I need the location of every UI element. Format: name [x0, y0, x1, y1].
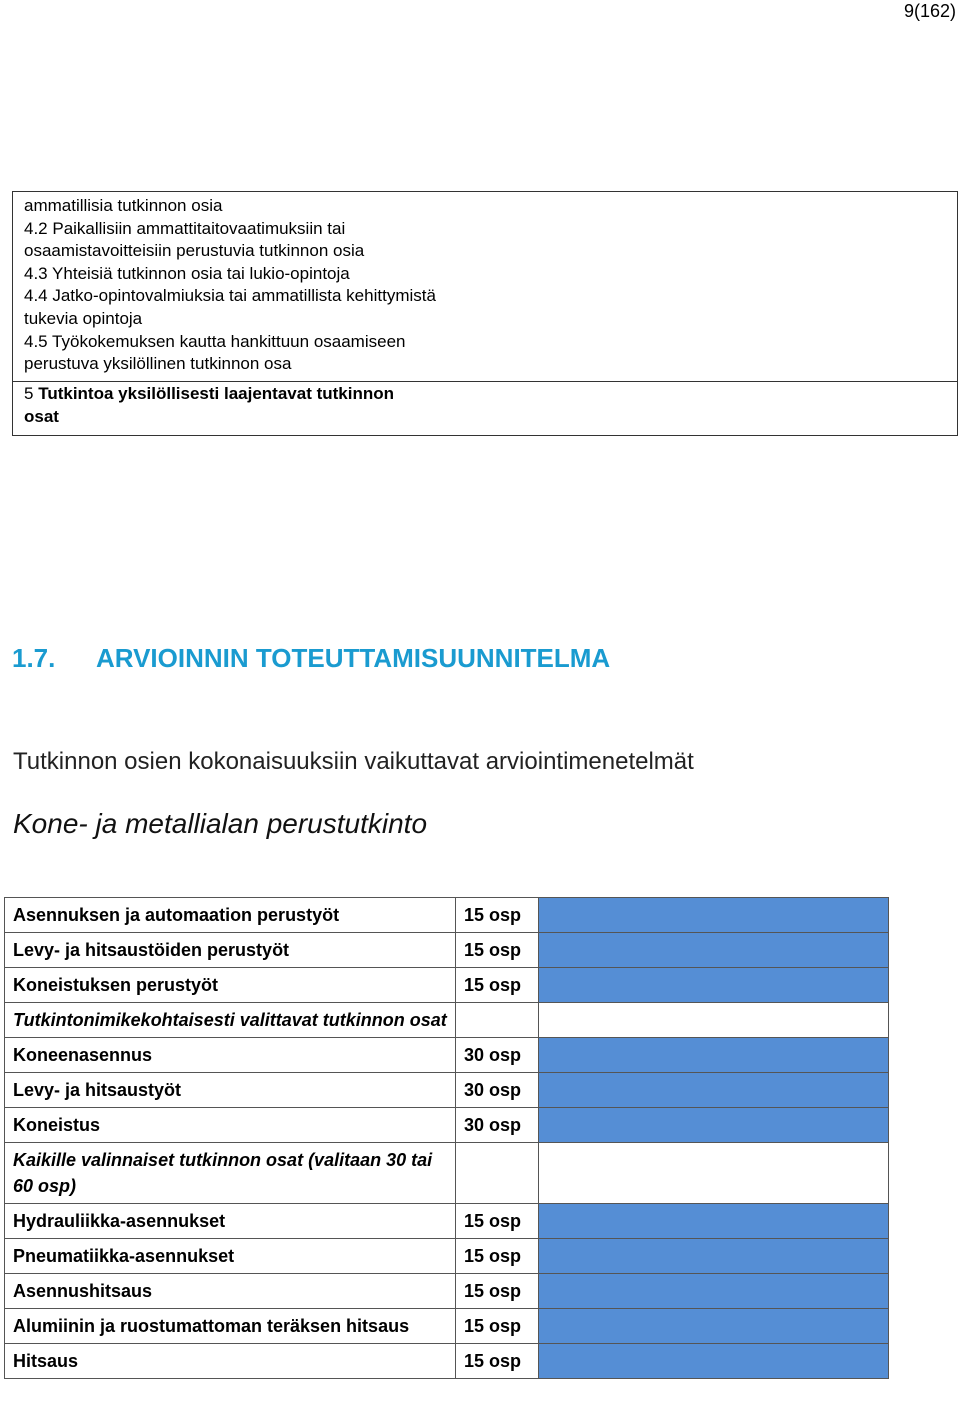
section-title: ARVIOINNIN TOTEUTTAMISUUNNITELMA	[96, 643, 611, 673]
qualification-structure-box	[12, 191, 958, 436]
unit-name: Hydrauliikka-asennukset	[5, 1204, 456, 1239]
row5-number: 5	[24, 384, 34, 403]
unit-credits: 15 osp	[456, 1344, 539, 1379]
section-number: 1.7.	[12, 643, 56, 673]
unit-credits: 30 osp	[456, 1073, 539, 1108]
table-row	[5, 1038, 889, 1073]
unit-name: Kaikille valinnaiset tutkinnon osat (valitaan 30 tai 60 osp)	[5, 1143, 456, 1204]
assessment-cell	[539, 1239, 889, 1274]
assessment-cell	[539, 1038, 889, 1073]
unit-credits	[456, 1143, 539, 1204]
assessment-cell	[539, 1204, 889, 1239]
assessment-cell	[539, 1143, 889, 1204]
degree-title: Kone- ja metallialan perustutkinto	[13, 808, 428, 839]
structure-line: ammatillisia tutkinnon osia	[24, 196, 223, 215]
table-row	[5, 1309, 889, 1344]
row5-title-line2: osat	[24, 407, 59, 426]
unit-credits	[456, 1003, 539, 1038]
structure-lines	[24, 195, 436, 376]
subheading: Tutkinnon osien kokonaisuuksiin vaikuttavat arviointimenetelmät	[13, 748, 694, 775]
table-row	[5, 1143, 889, 1204]
unit-name: Alumiinin ja ruostumattoman teräksen hitsaus	[5, 1309, 456, 1344]
structure-line: 4.2 Paikallisiin ammattitaitovaatimuksiin tai	[24, 218, 346, 238]
assessment-cell	[539, 1344, 889, 1379]
unit-name: Asennuksen ja automaation perustyöt	[5, 898, 456, 933]
unit-name: Koneenasennus	[5, 1038, 456, 1073]
structure-line: 4.3 Yhteisiä tutkinnon osia tai lukio-opintoja	[24, 263, 350, 283]
unit-name: Koneistuksen perustyöt	[5, 968, 456, 1003]
unit-credits: 15 osp	[456, 1239, 539, 1274]
units-table	[4, 897, 889, 1379]
unit-credits: 15 osp	[456, 1309, 539, 1344]
unit-name: Pneumatiikka-asennukset	[5, 1239, 456, 1274]
unit-name: Koneistus	[5, 1108, 456, 1143]
section-heading	[12, 640, 610, 676]
assessment-cell	[539, 968, 889, 1003]
unit-credits: 15 osp	[456, 1274, 539, 1309]
unit-name: Levy- ja hitsaustyöt	[5, 1073, 456, 1108]
unit-credits: 30 osp	[456, 1108, 539, 1143]
table-row	[5, 1073, 889, 1108]
assessment-cell	[539, 1073, 889, 1108]
row5-title-line1: Tutkintoa yksilöllisesti laajentavat tutkinnon	[38, 384, 395, 403]
unit-name: Asennushitsaus	[5, 1274, 456, 1309]
table-row	[5, 898, 889, 933]
table-row	[5, 1108, 889, 1143]
table-row	[5, 1204, 889, 1239]
unit-credits: 15 osp	[456, 1204, 539, 1239]
unit-name: Hitsaus	[5, 1344, 456, 1379]
unit-credits: 30 osp	[456, 1038, 539, 1073]
assessment-cell	[539, 1003, 889, 1038]
assessment-cell	[539, 898, 889, 933]
unit-credits: 15 osp	[456, 898, 539, 933]
structure-line: osaamistavoitteisiin perustuvia tutkinnon osia	[24, 241, 365, 261]
unit-name: Levy- ja hitsaustöiden perustyöt	[5, 933, 456, 968]
table-row	[5, 1344, 889, 1379]
structure-line: 4.4 Jatko-opintovalmiuksia tai ammatillista kehittymistä	[24, 286, 436, 306]
assessment-cell	[539, 933, 889, 968]
structure-line: perustuva yksilöllinen tutkinnon osa	[24, 354, 292, 374]
structure-line: 4.5 Työkokemuksen kautta hankittuun osaamiseen	[24, 331, 406, 351]
table-row	[5, 1274, 889, 1309]
page-number: 9(162)	[903, 1, 956, 21]
assessment-cell	[539, 1274, 889, 1309]
unit-name: Tutkintonimikekohtaisesti valittavat tutkinnon osat	[5, 1003, 456, 1038]
table-row	[5, 1239, 889, 1274]
table-row	[5, 933, 889, 968]
table-row	[5, 968, 889, 1003]
structure-line: tukevia opintoja	[24, 308, 143, 328]
unit-credits: 15 osp	[456, 933, 539, 968]
structure-row-5	[24, 382, 394, 428]
assessment-cell	[539, 1108, 889, 1143]
table-row	[5, 1003, 889, 1038]
assessment-cell	[539, 1309, 889, 1344]
unit-credits: 15 osp	[456, 968, 539, 1003]
